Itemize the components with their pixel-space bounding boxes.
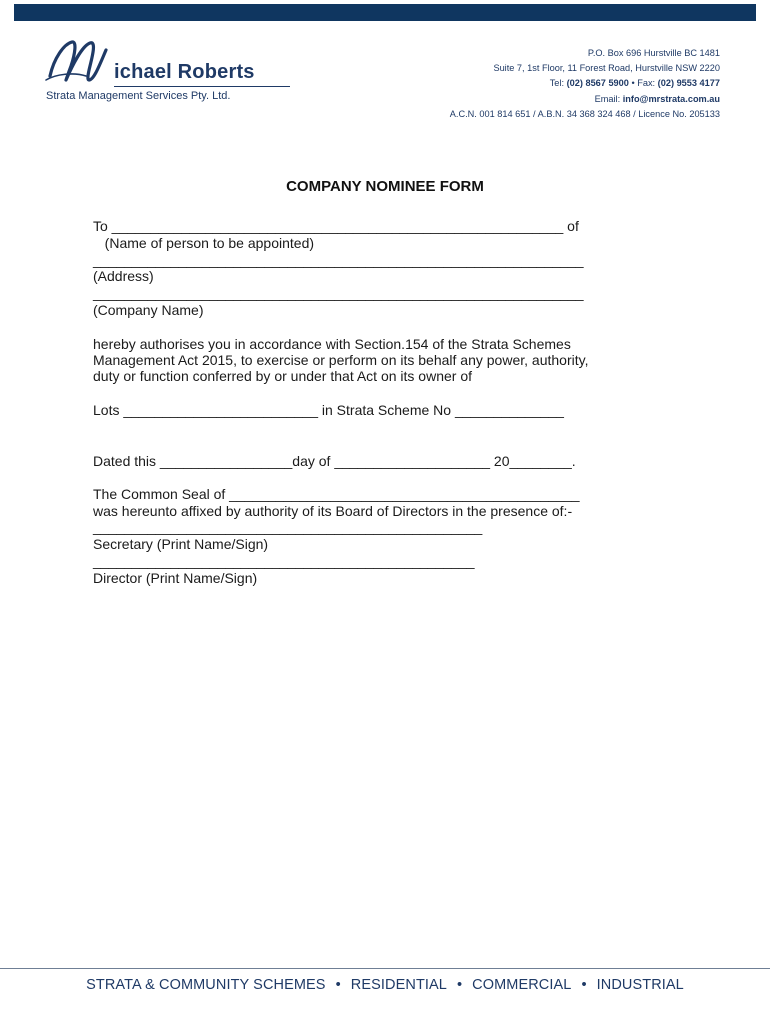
address-hint: (Address) xyxy=(93,268,154,284)
email-address: info@mrstrata.com.au xyxy=(622,93,720,104)
company-hint: (Company Name) xyxy=(93,302,204,318)
fax-number: (02) 9553 4177 xyxy=(657,78,720,89)
dated-line: Dated this _________________day of ____________________ 20________. xyxy=(93,453,576,469)
logo-name: ichael Roberts xyxy=(114,61,255,83)
email-label: Email: xyxy=(594,93,621,104)
form-title: COMPANY NOMINEE FORM xyxy=(286,178,484,195)
board-authority-line: was hereunto affixed by authority of its Board of Directors in the presence of:- xyxy=(93,503,573,519)
company-logo xyxy=(44,36,264,108)
tel-label: Tel: xyxy=(549,78,564,89)
footer-rule xyxy=(0,968,770,969)
authorisation-text-2: Management Act 2015, to exercise or perform on its behalf any power, authority, xyxy=(93,352,589,368)
director-signature-line: _________________________________________________ xyxy=(93,553,475,569)
footer-separator: • xyxy=(456,977,463,993)
footer-item-commercial: COMMERCIAL xyxy=(472,977,572,993)
footer-separator: • xyxy=(581,977,587,993)
footer-item-strata: STRATA & COMMUNITY SCHEMES xyxy=(86,977,326,993)
director-hint: Director (Print Name/Sign) xyxy=(93,570,258,586)
tel-number: (02) 8567 5900 xyxy=(566,78,629,89)
authorisation-text-3: duty or function conferred by or under that Act on its owner of xyxy=(93,368,472,384)
m-monogram-icon xyxy=(44,36,124,92)
authorisation-text-1: hereby authorises you in accordance with Section.154 of the Strata Schemes xyxy=(93,336,571,352)
footer-item-industrial: INDUSTRIAL xyxy=(596,977,684,993)
secretary-signature-line: __________________________________________________ xyxy=(93,519,483,535)
secretary-hint: Secretary (Print Name/Sign) xyxy=(93,536,269,552)
name-hint: (Name of person to be appointed) xyxy=(93,235,315,251)
email-line xyxy=(450,92,720,107)
po-box: P.O. Box 696 Hurstville BC 1481 xyxy=(587,48,720,58)
contact-block xyxy=(450,46,720,122)
logo-underline xyxy=(114,86,290,87)
phone-fax-line xyxy=(450,76,720,91)
header-color-bar xyxy=(14,4,756,21)
footer-item-residential: RESIDENTIAL xyxy=(350,977,447,993)
fax-label: Fax: xyxy=(637,78,656,89)
to-line: To __________________________________________________________ of xyxy=(93,218,579,234)
logo-subtitle: Strata Management Services Pty. Ltd. xyxy=(46,90,231,102)
common-seal-line: The Common Seal of _____________________________________________ xyxy=(93,486,580,502)
lots-line: Lots _________________________ in Strata Scheme No ______________ xyxy=(93,402,564,418)
company-line: _______________________________________________________________ xyxy=(93,285,584,301)
street-address: Suite 7, 1st Floor, 11 Forest Road, Hurstville NSW 2220 xyxy=(493,63,720,74)
footer-services xyxy=(0,977,770,993)
registration-numbers: A.C.N. 001 814 651 / A.B.N. 34 368 324 468 / Licence No. 205133 xyxy=(449,108,720,119)
address-line: _______________________________________________________________ xyxy=(93,252,584,268)
footer-separator: • xyxy=(335,977,341,993)
bullet-separator: • xyxy=(631,78,635,89)
